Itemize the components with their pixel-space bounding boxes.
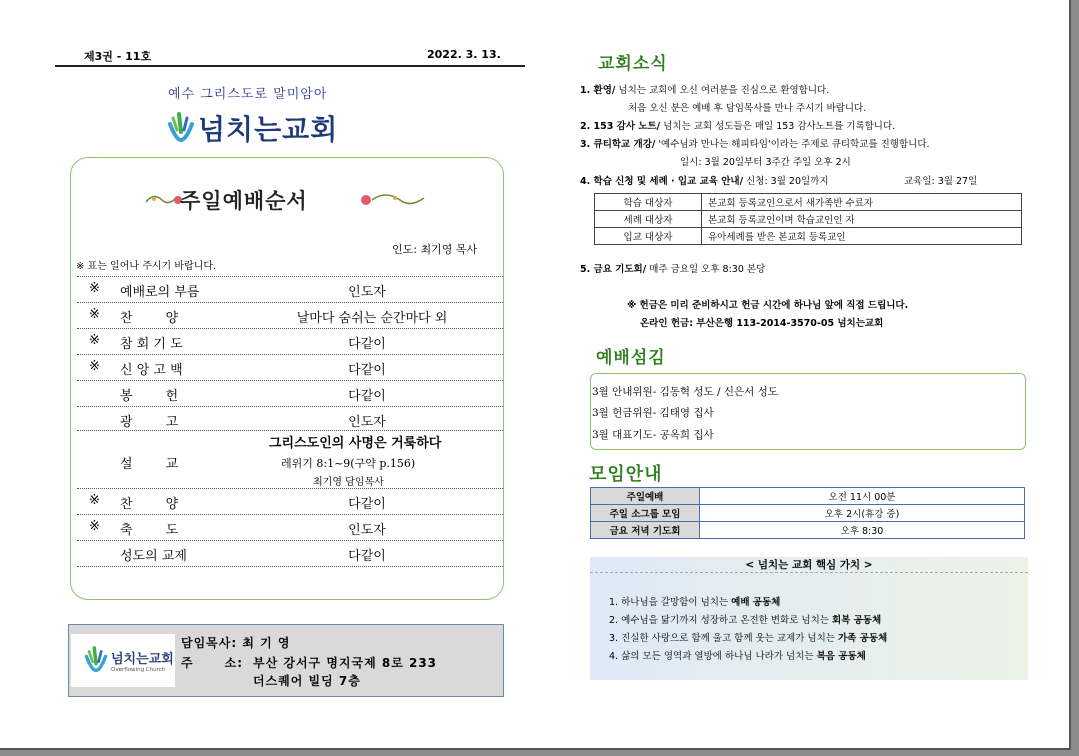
- order-value: 다같이: [348, 389, 386, 404]
- standing-note: ※ 표는 일어나 주시기 바랍니다.: [76, 261, 217, 272]
- service-line: 3월 대표기도- 공옥희 집사: [592, 429, 714, 441]
- item-emphasis: 가족 공동체: [838, 633, 888, 644]
- news-label: 5. 금요 기도회/: [580, 264, 647, 275]
- service-line: 3월 헌금위원- 김태영 집사: [592, 407, 714, 419]
- order-value: 날마다 숨쉬는 순간마다 외: [296, 311, 448, 326]
- item-number: 2.: [609, 615, 619, 626]
- core-values-title: < 넘치는 교회 핵심 가치 >: [745, 559, 873, 571]
- logo-church-subname: Overflowing Church: [111, 667, 166, 673]
- table-cell: 주일예배: [591, 488, 700, 505]
- table-cell: 오후 8:30: [700, 522, 1025, 539]
- issue-number: 제3권 - 11호: [84, 50, 152, 63]
- core-value-item: [609, 630, 887, 644]
- eligibility-table: [594, 193, 1022, 245]
- divider: [77, 354, 503, 355]
- news-text: 매주 금요일 오후 8:30 본당: [649, 264, 766, 275]
- divider: [77, 430, 503, 431]
- church-logo-card: [71, 634, 175, 687]
- news-text: 넘치는 교회에 오신 여러분을 진심으로 환영합니다.: [618, 85, 830, 96]
- offering-note: ※ 헌금은 미리 준비하시고 헌금 시간에 하나님 앞에 직접 드립니다.: [627, 300, 909, 311]
- order-item: 예배로의 부름: [120, 285, 200, 300]
- item-text: 삶의 모든 영역과 열방에 하나님 나라가 넘치는: [621, 651, 814, 662]
- item-text: 예수님을 닮기까지 성장하고 온전한 변화로 넘치는: [621, 615, 829, 626]
- church-news-title: 교회소식: [598, 54, 668, 74]
- item-number: 3.: [609, 633, 619, 644]
- table-cell: 유아세례를 받은 본교회 등록교인: [702, 228, 1022, 245]
- news-item-1-cont: 처음 오신 분은 예배 후 담임목사를 만나 주시기 바랍니다.: [628, 103, 867, 114]
- table-cell: 오전 11시 00분: [700, 488, 1025, 505]
- news-item-1: [580, 82, 829, 96]
- divider: [77, 328, 503, 329]
- stand-mark: ※: [89, 333, 100, 348]
- table-cell: 학습 대상자: [595, 194, 702, 211]
- church-name: 넘치는교회: [198, 113, 339, 146]
- stand-mark: ※: [89, 307, 100, 322]
- order-value: 다같이: [348, 337, 386, 352]
- table-cell: 본교회 등록교인이며 학습교인인 자: [702, 211, 1022, 228]
- order-value: 다같이: [348, 497, 386, 512]
- meetings-table: [590, 487, 1025, 539]
- order-item: 설 교: [120, 457, 179, 472]
- divider: [77, 540, 503, 541]
- news-item-3-cont: 일시: 3월 20일부터 3주간 주일 오후 2시: [680, 157, 851, 168]
- stand-mark: ※: [89, 493, 100, 508]
- worship-leader: 인도: 최기영 목사: [392, 243, 478, 256]
- worship-order-title: 주일예배순서: [180, 189, 308, 213]
- church-logo-small-icon: [83, 644, 109, 676]
- table-cell: 주일 소그룹 모임: [591, 505, 700, 522]
- table-row: [591, 488, 1025, 505]
- meetings-title: 모임안내: [589, 464, 663, 485]
- stand-mark: ※: [89, 359, 100, 374]
- stand-mark: ※: [89, 281, 100, 296]
- pastor-name: 담임목사: 최 기 영: [181, 636, 291, 650]
- news-item-5: [580, 261, 765, 275]
- news-text: 넘치는 교회 성도들은 매일 153 감사노트를 기록합니다.: [663, 121, 896, 132]
- item-text: 진실한 사랑으로 함께 울고 함께 웃는 교제가 넘치는: [621, 633, 835, 644]
- order-item: 신 앙 고 백: [120, 363, 183, 378]
- news-label: 4. 학습 신청 및 세례 · 입교 교육 안내/: [580, 176, 744, 187]
- news-item-4-edu: 교육일: 3월 27일: [904, 176, 978, 187]
- table-cell: 입교 대상자: [595, 228, 702, 245]
- address-line1: 부산 강서구 명지국제 8로 233: [253, 656, 438, 670]
- order-item: 봉 헌: [120, 389, 179, 404]
- table-cell: 금요 저녁 기도회: [591, 522, 700, 539]
- table-row: [595, 228, 1022, 245]
- logo-church-name: 넘치는교회: [111, 652, 174, 667]
- item-number: 4.: [609, 651, 619, 662]
- order-item: 축 도: [120, 523, 179, 538]
- news-item-2: [580, 118, 895, 132]
- online-offering: 온라인 헌금: 부산은행 113-2014-3570-05 넘치는교회: [640, 318, 884, 329]
- item-text: 하나님을 갈망함이 넘치는: [621, 597, 729, 608]
- order-value: 인도자: [348, 415, 386, 430]
- news-label: 1. 환영/: [580, 85, 616, 96]
- address-label: 주 소:: [181, 656, 244, 670]
- divider: [590, 572, 1028, 573]
- order-value: 다같이: [348, 549, 386, 564]
- item-emphasis: 복음 공동체: [816, 651, 866, 662]
- order-item: 광 고: [120, 415, 179, 430]
- order-value: 인도자: [348, 523, 386, 538]
- table-row: [595, 194, 1022, 211]
- news-text: '예수님과 만나는 해피타임'이라는 주제로 큐티학교를 진행합니다.: [658, 139, 930, 150]
- table-cell: 본교회 등록교인으로서 새가족반 수료자: [702, 194, 1022, 211]
- news-label: 3. 큐티학교 개강/: [580, 139, 656, 150]
- news-item-4: [580, 173, 829, 187]
- core-value-item: [609, 612, 881, 626]
- news-item-3: [580, 136, 930, 150]
- divider: [77, 514, 503, 515]
- divider: [77, 488, 503, 489]
- divider: [77, 380, 503, 381]
- order-item: 찬 양: [120, 497, 179, 512]
- table-row: [591, 522, 1025, 539]
- news-label: 2. 153 감사 노트/: [580, 121, 661, 132]
- core-value-item: [609, 648, 866, 662]
- service-line: 3월 안내위원- 김동혁 성도 / 신은서 성도: [592, 386, 778, 398]
- item-number: 1.: [609, 597, 619, 608]
- divider: [77, 302, 503, 303]
- order-item: 찬 양: [120, 311, 179, 326]
- item-emphasis: 예배 공동체: [731, 597, 781, 608]
- table-row: [595, 211, 1022, 228]
- church-logo-icon: [166, 110, 196, 150]
- news-text: 신청: 3월 20일까지: [746, 176, 829, 187]
- order-value: 다같이: [348, 363, 386, 378]
- order-value: 인도자: [348, 285, 386, 300]
- table-cell: 오후 2시(휴강 중): [700, 505, 1025, 522]
- flower-ornament-left-icon: [144, 190, 184, 214]
- sermon-title: 그리스도인의 사명은 거룩하다: [269, 436, 442, 451]
- stand-mark: ※: [89, 519, 100, 534]
- order-item: 성도의 교제: [120, 549, 187, 564]
- flower-ornament-right-icon: [350, 190, 430, 214]
- header-divider: [55, 65, 525, 67]
- slogan: 예수 그리스도로 말미암아: [168, 87, 328, 102]
- address-line2: 더스퀘어 빌딩 7층: [253, 674, 361, 688]
- sermon-reference: 레위기 8:1~9(구약 p.156): [281, 457, 416, 470]
- issue-date: 2022. 3. 13.: [427, 48, 501, 61]
- order-item: 참 회 기 도: [120, 337, 183, 352]
- table-cell: 세례 대상자: [595, 211, 702, 228]
- divider: [77, 276, 503, 277]
- core-value-item: [609, 594, 780, 608]
- divider: [77, 406, 503, 407]
- sermon-preacher: 최기영 담임목사: [313, 477, 384, 488]
- table-row: [591, 505, 1025, 522]
- item-emphasis: 회복 공동체: [831, 615, 882, 626]
- divider: [77, 566, 503, 567]
- service-title: 예배섬김: [596, 348, 666, 368]
